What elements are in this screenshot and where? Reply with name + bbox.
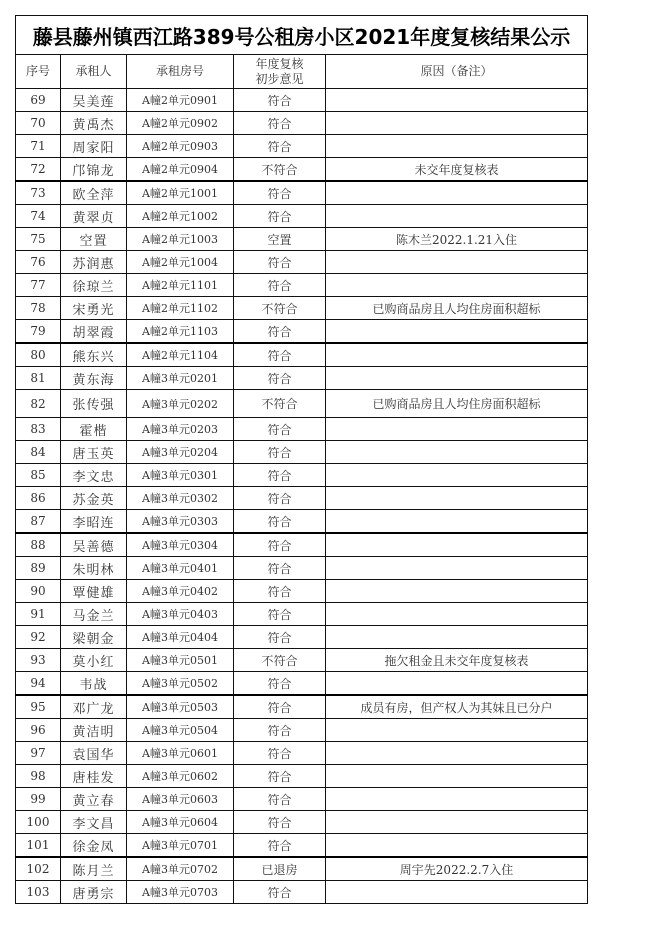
table-row: [16, 320, 588, 344]
cell-opinion: 不符合: [234, 390, 326, 418]
column-header-opinion-line1: 年度复核: [255, 56, 304, 71]
cell-room: A幢3单元0701: [127, 834, 234, 858]
cell-seq: 77: [16, 274, 61, 297]
cell-room: A幢2单元0903: [127, 135, 234, 158]
cell-tenant: 李文忠: [61, 464, 127, 487]
table-row: [16, 228, 588, 251]
cell-opinion: 不符合: [234, 649, 326, 672]
cell-room: A幢3单元0503: [127, 695, 234, 719]
cell-seq: 89: [16, 557, 61, 580]
cell-remark: [326, 719, 588, 742]
cell-tenant: 邝锦龙: [61, 158, 127, 182]
cell-opinion: 符合: [234, 487, 326, 510]
cell-seq: 92: [16, 626, 61, 649]
cell-seq: 97: [16, 742, 61, 765]
cell-seq: 76: [16, 251, 61, 274]
table-row: [16, 649, 588, 672]
cell-room: A幢3单元0702: [127, 857, 234, 881]
cell-opinion: 符合: [234, 320, 326, 344]
cell-remark: [326, 135, 588, 158]
table-row: [16, 672, 588, 696]
table-row: [16, 135, 588, 158]
cell-room: A幢3单元0203: [127, 418, 234, 441]
column-header-seq: 序号: [16, 55, 61, 89]
cell-room: A幢2单元1103: [127, 320, 234, 344]
cell-seq: 80: [16, 343, 61, 367]
cell-seq: 72: [16, 158, 61, 182]
cell-remark: [326, 765, 588, 788]
cell-opinion: 符合: [234, 881, 326, 904]
cell-remark: 拖欠租金且未交年度复核表: [326, 649, 588, 672]
cell-remark: [326, 557, 588, 580]
cell-remark: [326, 487, 588, 510]
cell-remark: [326, 533, 588, 557]
cell-remark: 陈木兰2022.1.21入住: [326, 228, 588, 251]
cell-tenant: 熊东兴: [61, 343, 127, 367]
cell-opinion: 符合: [234, 788, 326, 811]
cell-tenant: 马金兰: [61, 603, 127, 626]
cell-tenant: 黄禹杰: [61, 112, 127, 135]
cell-tenant: 苏润惠: [61, 251, 127, 274]
cell-opinion: 符合: [234, 367, 326, 390]
cell-room: A幢2单元1101: [127, 274, 234, 297]
cell-opinion: 符合: [234, 510, 326, 534]
table-row: [16, 112, 588, 135]
cell-remark: [326, 367, 588, 390]
review-results-table: [15, 15, 588, 904]
column-header-room: 承租房号: [127, 55, 234, 89]
cell-tenant: 陈月兰: [61, 857, 127, 881]
cell-seq: 94: [16, 672, 61, 696]
table-row: [16, 418, 588, 441]
cell-tenant: 唐勇宗: [61, 881, 127, 904]
cell-tenant: 黄洁明: [61, 719, 127, 742]
cell-remark: [326, 320, 588, 344]
cell-seq: 70: [16, 112, 61, 135]
cell-room: A幢3单元0604: [127, 811, 234, 834]
table-row: [16, 811, 588, 834]
cell-remark: 成员有房，但产权人为其妹且已分户: [326, 695, 588, 719]
cell-opinion: 符合: [234, 343, 326, 367]
cell-opinion: 不符合: [234, 297, 326, 320]
cell-tenant: 宋勇光: [61, 297, 127, 320]
table-row: [16, 367, 588, 390]
cell-opinion: 符合: [234, 672, 326, 696]
cell-seq: 78: [16, 297, 61, 320]
cell-opinion: 符合: [234, 603, 326, 626]
table-row: [16, 742, 588, 765]
cell-tenant: 吴善德: [61, 533, 127, 557]
cell-opinion: 已退房: [234, 857, 326, 881]
cell-room: A幢3单元0201: [127, 367, 234, 390]
table-row: [16, 533, 588, 557]
cell-room: A幢3单元0602: [127, 765, 234, 788]
cell-tenant: 张传强: [61, 390, 127, 418]
cell-remark: [326, 205, 588, 228]
cell-room: A幢3单元0504: [127, 719, 234, 742]
cell-remark: 已购商品房且人均住房面积超标: [326, 390, 588, 418]
cell-seq: 85: [16, 464, 61, 487]
cell-remark: [326, 788, 588, 811]
cell-seq: 86: [16, 487, 61, 510]
cell-remark: [326, 274, 588, 297]
cell-remark: [326, 418, 588, 441]
column-header-opinion-line2: 初步意见: [255, 71, 304, 86]
cell-remark: [326, 603, 588, 626]
cell-tenant: 莫小红: [61, 649, 127, 672]
cell-tenant: 梁朝金: [61, 626, 127, 649]
cell-tenant: 徐金凤: [61, 834, 127, 858]
cell-room: A幢2单元0901: [127, 89, 234, 112]
column-header-opinion: [234, 55, 326, 89]
cell-seq: 101: [16, 834, 61, 858]
cell-tenant: 黄翠贞: [61, 205, 127, 228]
cell-room: A幢2单元1002: [127, 205, 234, 228]
cell-room: A幢3单元0304: [127, 533, 234, 557]
cell-tenant: 李昭连: [61, 510, 127, 534]
cell-tenant: 徐琼兰: [61, 274, 127, 297]
table-row: [16, 603, 588, 626]
cell-seq: 82: [16, 390, 61, 418]
table-row: [16, 881, 588, 904]
cell-remark: 已购商品房且人均住房面积超标: [326, 297, 588, 320]
table-row: [16, 343, 588, 367]
cell-room: A幢3单元0301: [127, 464, 234, 487]
cell-seq: 75: [16, 228, 61, 251]
cell-opinion: 符合: [234, 695, 326, 719]
cell-seq: 69: [16, 89, 61, 112]
cell-remark: [326, 89, 588, 112]
cell-room: A幢3单元0603: [127, 788, 234, 811]
cell-room: A幢3单元0501: [127, 649, 234, 672]
cell-remark: [326, 441, 588, 464]
cell-room: A幢3单元0401: [127, 557, 234, 580]
cell-remark: [326, 181, 588, 205]
table-row: [16, 297, 588, 320]
cell-room: A幢3单元0302: [127, 487, 234, 510]
cell-tenant: 欧全萍: [61, 181, 127, 205]
cell-remark: [326, 811, 588, 834]
cell-opinion: 符合: [234, 557, 326, 580]
cell-seq: 103: [16, 881, 61, 904]
cell-remark: [326, 112, 588, 135]
cell-remark: [326, 580, 588, 603]
cell-room: A幢3单元0601: [127, 742, 234, 765]
table-row: [16, 557, 588, 580]
table-row: [16, 510, 588, 534]
cell-tenant: 唐玉英: [61, 441, 127, 464]
cell-remark: [326, 343, 588, 367]
table-row: [16, 390, 588, 418]
cell-remark: 未交年度复核表: [326, 158, 588, 182]
cell-tenant: 周家阳: [61, 135, 127, 158]
page-title: 藤县藤州镇西江路389号公租房小区2021年度复核结果公示: [16, 16, 588, 55]
cell-tenant: 邓广龙: [61, 695, 127, 719]
table-row: [16, 719, 588, 742]
cell-remark: 周宇先2022.2.7入住: [326, 857, 588, 881]
cell-opinion: 符合: [234, 719, 326, 742]
cell-seq: 90: [16, 580, 61, 603]
table-row: [16, 158, 588, 182]
cell-tenant: 朱明林: [61, 557, 127, 580]
cell-opinion: 符合: [234, 274, 326, 297]
cell-seq: 73: [16, 181, 61, 205]
cell-room: A幢2单元0902: [127, 112, 234, 135]
cell-room: A幢3单元0204: [127, 441, 234, 464]
cell-remark: [326, 834, 588, 858]
table-row: [16, 765, 588, 788]
cell-room: A幢3单元0703: [127, 881, 234, 904]
cell-tenant: 袁国华: [61, 742, 127, 765]
cell-seq: 87: [16, 510, 61, 534]
cell-seq: 93: [16, 649, 61, 672]
cell-tenant: 霍楷: [61, 418, 127, 441]
table-row: [16, 274, 588, 297]
cell-room: A幢3单元0403: [127, 603, 234, 626]
cell-seq: 99: [16, 788, 61, 811]
cell-remark: [326, 881, 588, 904]
cell-tenant: 空置: [61, 228, 127, 251]
cell-seq: 74: [16, 205, 61, 228]
table-row: [16, 788, 588, 811]
cell-opinion: 符合: [234, 441, 326, 464]
cell-opinion: 符合: [234, 135, 326, 158]
cell-room: A幢2单元1001: [127, 181, 234, 205]
notice-sheet: [15, 15, 587, 904]
cell-opinion: 符合: [234, 580, 326, 603]
table-row: [16, 464, 588, 487]
cell-tenant: 覃健雄: [61, 580, 127, 603]
cell-room: A幢3单元0404: [127, 626, 234, 649]
table-body: [16, 89, 588, 904]
cell-opinion: 符合: [234, 181, 326, 205]
cell-tenant: 韦战: [61, 672, 127, 696]
table-row: [16, 695, 588, 719]
cell-opinion: 符合: [234, 811, 326, 834]
cell-seq: 100: [16, 811, 61, 834]
cell-tenant: 李文昌: [61, 811, 127, 834]
table-row: [16, 251, 588, 274]
table-row: [16, 181, 588, 205]
cell-opinion: 符合: [234, 742, 326, 765]
cell-remark: [326, 672, 588, 696]
cell-room: A幢2单元0904: [127, 158, 234, 182]
cell-remark: [326, 742, 588, 765]
cell-opinion: 符合: [234, 533, 326, 557]
cell-seq: 96: [16, 719, 61, 742]
cell-remark: [326, 464, 588, 487]
table-row: [16, 205, 588, 228]
table-row: [16, 89, 588, 112]
cell-seq: 98: [16, 765, 61, 788]
column-header-remark: 原因（备注）: [326, 55, 588, 89]
cell-seq: 84: [16, 441, 61, 464]
table-row: [16, 487, 588, 510]
cell-room: A幢2单元1003: [127, 228, 234, 251]
cell-tenant: 吴美莲: [61, 89, 127, 112]
cell-opinion: 符合: [234, 464, 326, 487]
cell-seq: 71: [16, 135, 61, 158]
cell-opinion: 空置: [234, 228, 326, 251]
cell-room: A幢3单元0502: [127, 672, 234, 696]
cell-room: A幢2单元1004: [127, 251, 234, 274]
cell-seq: 95: [16, 695, 61, 719]
cell-opinion: 不符合: [234, 158, 326, 182]
cell-remark: [326, 510, 588, 534]
cell-remark: [326, 251, 588, 274]
cell-opinion: 符合: [234, 251, 326, 274]
cell-room: A幢3单元0303: [127, 510, 234, 534]
table-row: [16, 626, 588, 649]
cell-tenant: 苏金英: [61, 487, 127, 510]
cell-opinion: 符合: [234, 112, 326, 135]
table-row: [16, 441, 588, 464]
table-row: [16, 834, 588, 858]
cell-seq: 88: [16, 533, 61, 557]
cell-remark: [326, 626, 588, 649]
cell-tenant: 黄立春: [61, 788, 127, 811]
cell-tenant: 胡翠霞: [61, 320, 127, 344]
cell-opinion: 符合: [234, 205, 326, 228]
table-row: [16, 580, 588, 603]
cell-opinion: 符合: [234, 834, 326, 858]
cell-seq: 102: [16, 857, 61, 881]
column-header-tenant: 承租人: [61, 55, 127, 89]
cell-room: A幢2单元1102: [127, 297, 234, 320]
table-header-row: [16, 55, 588, 89]
cell-opinion: 符合: [234, 418, 326, 441]
cell-seq: 83: [16, 418, 61, 441]
table-row: [16, 857, 588, 881]
cell-tenant: 黄东海: [61, 367, 127, 390]
cell-room: A幢3单元0402: [127, 580, 234, 603]
cell-seq: 91: [16, 603, 61, 626]
cell-seq: 81: [16, 367, 61, 390]
cell-seq: 79: [16, 320, 61, 344]
cell-room: A幢2单元1104: [127, 343, 234, 367]
cell-opinion: 符合: [234, 626, 326, 649]
cell-tenant: 唐桂发: [61, 765, 127, 788]
cell-opinion: 符合: [234, 89, 326, 112]
cell-opinion: 符合: [234, 765, 326, 788]
cell-room: A幢3单元0202: [127, 390, 234, 418]
